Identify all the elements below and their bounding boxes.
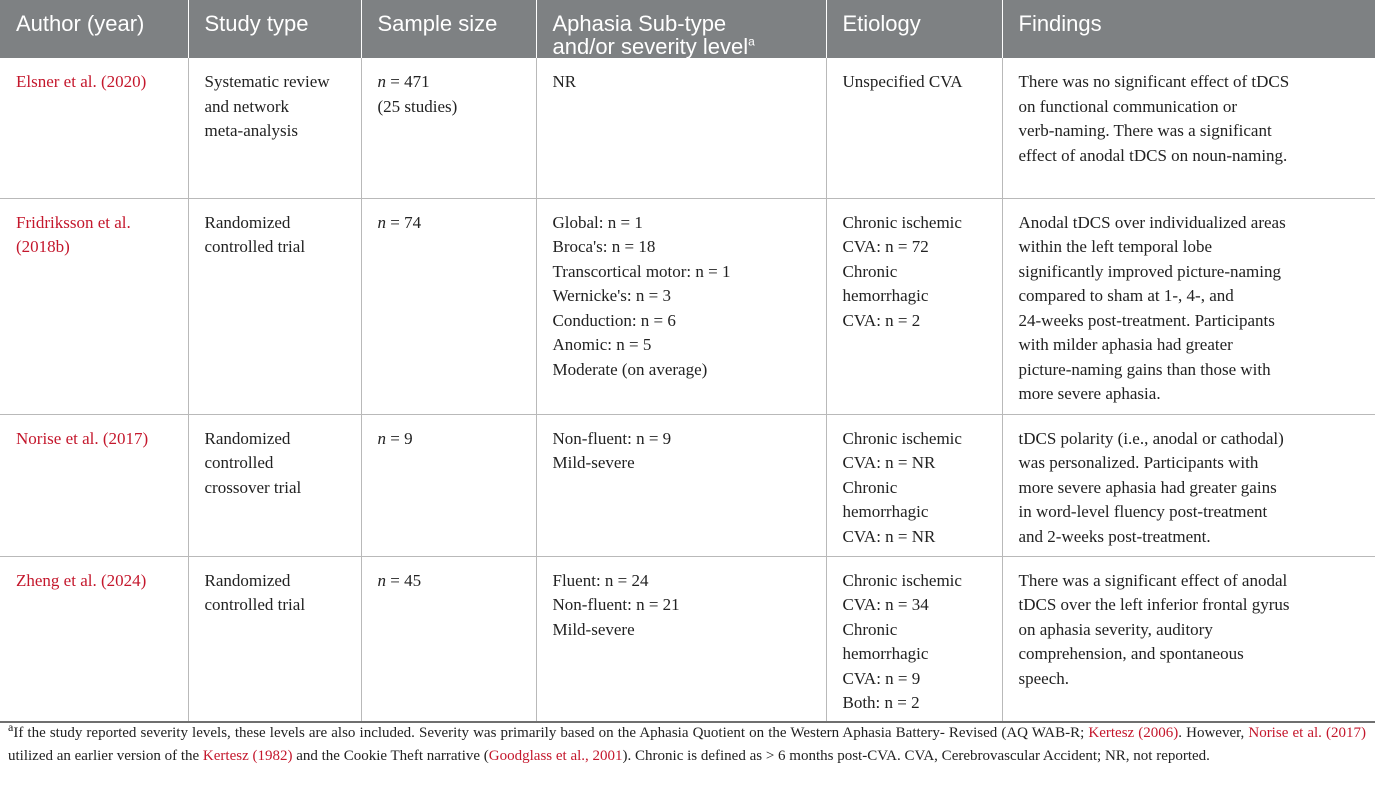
author-link[interactable]: Zheng et al. (2024) [0,556,188,722]
header-findings: Findings [1002,0,1375,58]
findings-cell: tDCS polarity (i.e., anodal or cathodal) was personalized. Participants with more severe aphasia had greater gains in word-level fluency post-treatment and 2-weeks post-treatment. [1018,428,1284,546]
aphasia-cell: NR [536,58,826,198]
citation-link-kertesz-2006[interactable]: Kertesz (2006) [1088,725,1179,741]
header-sample-size: Sample size [361,0,536,58]
footnote-text-1: If the study reported severity levels, these levels are also included. Severity was primarily based on the Aphasia Quotient on the Western Aphasia Battery- Revised (AQ WAB-R; [13,725,1089,741]
header-aphasia-footnote-mark: a [748,34,755,49]
study-type-cell: Randomized controlled crossover trial [188,414,361,556]
sample-n-value: = 45 [386,570,422,590]
author-link[interactable]: Elsner et al. (2020) [0,58,188,198]
sample-size-cell [361,556,536,722]
table-header-row [0,0,1375,58]
study-type-cell: Randomized controlled trial [188,198,361,414]
sample-n-label: n [377,570,386,590]
aphasia-cell: Fluent: n = 24 Non-fluent: n = 21 Mild-severe [536,556,826,722]
sample-n-value: = 74 [386,212,422,232]
table-row [0,556,1375,722]
header-study-type: Study type [188,0,361,58]
author-link[interactable]: Fridriksson et al. (2018b) [0,198,188,414]
header-aphasia-line2: and/or severity level [552,34,749,59]
footnote-text-4: and the Cookie Theft narrative ( [292,748,489,764]
aphasia-cell: Global: n = 1 Broca's: n = 18 Transcortical motor: n = 1 Wernicke's: n = 3 Conduction: n = 6 Anomic: n = 5 Moderate (on average) [536,198,826,414]
footnote-text-3: utilized an earlier version of the [8,748,203,764]
findings-cell: There was no significant effect of tDCS on functional communication or verb-naming. There was a significant effect of anodal tDCS on noun-naming. [1018,72,1290,165]
sample-size-cell [361,414,536,556]
footnote-text-5: ). Chronic is defined as > 6 months post-CVA. CVA, Cerebrovascular Accident; NR, not reported. [622,748,1210,764]
sample-extra: (25 studies) [377,96,458,116]
study-type-cell: Randomized controlled trial [188,556,361,722]
aphasia-cell: Non-fluent: n = 9 Mild-severe [536,414,826,556]
header-aphasia-line1: Aphasia Sub-type [552,11,727,36]
author-link[interactable]: Norise et al. (2017) [0,414,188,556]
findings-cell: Anodal tDCS over individualized areas within the left temporal lobe significantly improved picture-naming compared to sham at 1-, 4-, and 24-weeks post-treatment. Participants with milder aphasia had greater picture-naming gains than those with more severe aphasia. [1018,212,1286,403]
findings-cell: There was a significant effect of anodal tDCS over the left inferior frontal gyrus on aphasia severity, auditory comprehension, and spontaneous speech. [1018,570,1290,688]
table-row [0,58,1375,198]
citation-link-norise-2017[interactable]: Norise et al. (2017) [1248,725,1367,741]
sample-size-cell [361,198,536,414]
header-etiology: Etiology [826,0,1002,58]
etiology-cell: Unspecified CVA [826,58,1002,198]
header-aphasia [536,0,826,58]
table-footnote [8,722,1366,768]
etiology-cell: Chronic ischemic CVA: n = 34 Chronic hemorrhagic CVA: n = 9 Both: n = 2 [826,556,1002,722]
header-author: Author (year) [0,0,188,58]
sample-n-value: = 9 [386,428,413,448]
footnote-mark: a [8,720,14,734]
footnote-text-2: . However, [1178,725,1249,741]
table-row [0,414,1375,556]
sample-n-label: n [377,428,386,448]
etiology-cell: Chronic ischemic CVA: n = 72 Chronic hemorrhagic CVA: n = 2 [826,198,1002,414]
table-row [0,198,1375,414]
sample-n-value: = 471 [386,72,430,91]
sample-size-cell [361,58,536,198]
sample-n-label: n [377,212,386,232]
sample-n-label: n [377,72,386,91]
etiology-cell: Chronic ischemic CVA: n = NR Chronic hemorrhagic CVA: n = NR [826,414,1002,556]
citation-link-kertesz-1982[interactable]: Kertesz (1982) [202,748,293,764]
citation-link-goodglass-2001[interactable]: Goodglass et al., 2001 [488,748,623,764]
study-type-cell: Systematic review and network meta-analysis [188,58,361,198]
